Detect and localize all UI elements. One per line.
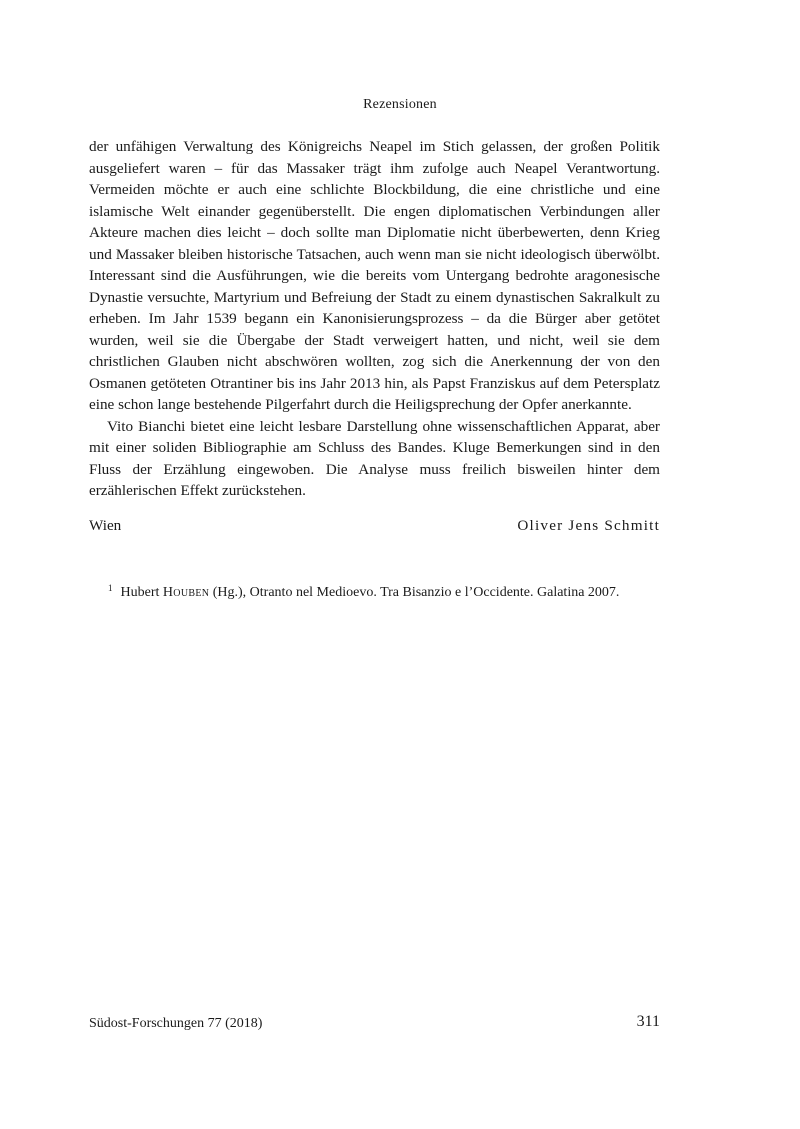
footnote (108, 578, 668, 603)
paragraph: der unfähigen Verwaltung des Königreichs Neapel im Stich gelassen, der großen Politik ausgeliefert waren – für das Massaker trägt ihm zufolge auch Neapel Verantwortung. Vermeiden möchte er auch eine schlichte Blockbildung, die eine christliche und eine islamische Welt einander gegenüberstellt. Die engen diplomatischen Verbindungen aller Akteure machen dies leicht – doch sollte man Diplomatie nicht überbewerten, denn Krieg und Massaker bleiben historische Tatsachen, auch wenn man sie nicht ideologisch überwölbt. Interessant sind die Ausführungen, wie die bereits vom Untergang bedrohte aragonesische Dynastie versuchte, Martyrium und Befreiung der Stadt zu einem dynastischen Sakralkult zu erheben. Im Jahr 1539 begann ein Kanonisierungsprozess – da die Bürger aber getötet wurden, weil sie die Übergabe der Stadt verweigert hatten, und nicht, weil sie dem christlichen Glauben nicht abschwören wollten, zog sich die Anerkennung der von den Osmanen getöteten Otrantiner bis ins Jahr 2013 hin, als Papst Franziskus auf dem Petersplatz eine schon lange bestehende Pilgerfahrt durch die Heiligsprechung der Opfer anerkannte. (89, 138, 660, 413)
footnote-author-last: Houben (162, 585, 210, 600)
footnote-number: 1 (108, 583, 113, 593)
paragraph: Vito Bianchi bietet eine leicht lesbare Darstellung ohne wissenschaftlichen Apparat, aber mit einer soliden Bibliographie am Schluss des Bandes. Kluge Bemerkungen sind in den Fluss der Erzählung eingewoben. Die Analyse muss freilich bisweilen hinter dem erzählerischen Effekt zurückstehen. (89, 417, 660, 499)
body-text (89, 136, 660, 502)
signature-place: Wien (89, 517, 122, 534)
footnote-text: (Hg.), Otranto nel Medioevo. Tra Bisanzio e l’Occidente. Galatina 2007. (212, 585, 620, 600)
page-number: 311 (636, 1013, 660, 1030)
signature-author: Oliver Jens Schmitt (517, 517, 660, 534)
running-head: Rezensionen (363, 97, 437, 112)
journal-title: Südost-Forschungen 77 (2018) (89, 1016, 263, 1031)
footnote-author-first: Hubert (120, 585, 160, 600)
